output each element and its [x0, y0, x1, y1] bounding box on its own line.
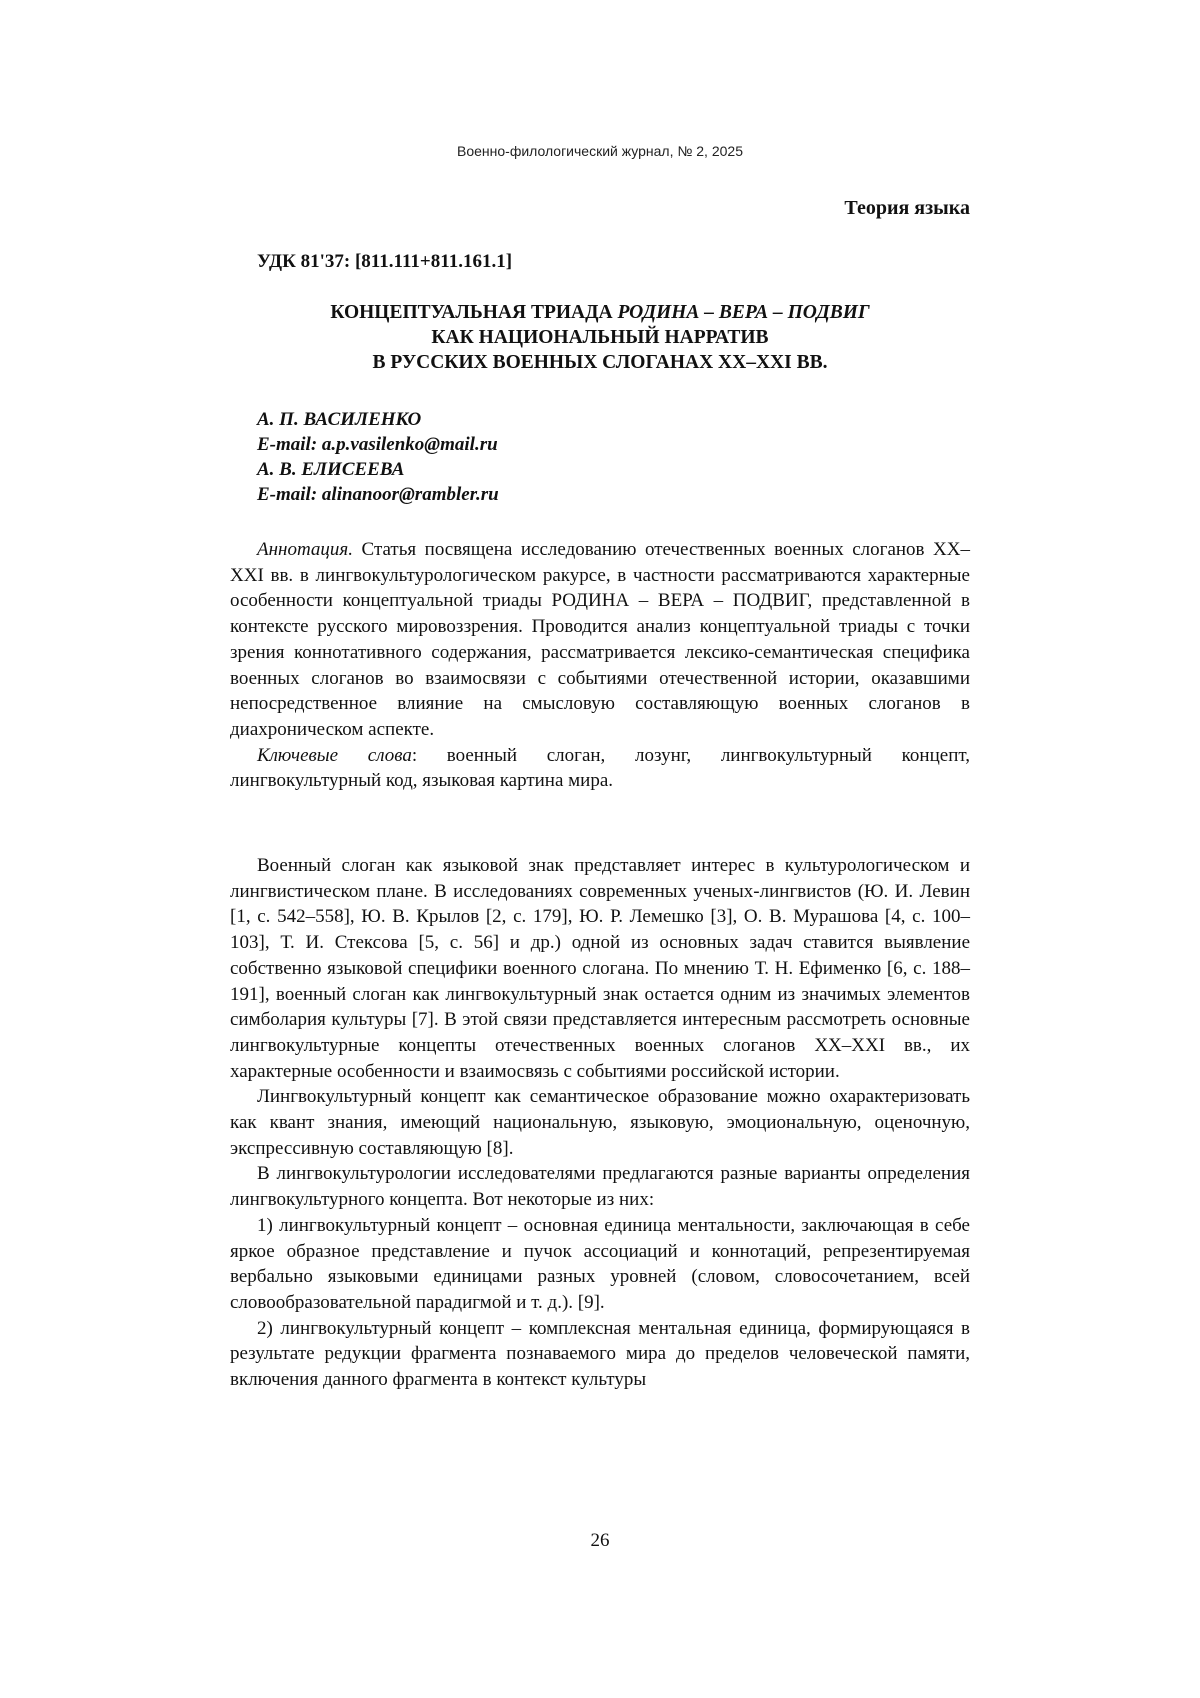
- title-line-1-start: КОНЦЕПТУАЛЬНАЯ ТРИАДА: [330, 302, 618, 323]
- author-email: E-mail: alinanoor@rambler.ru: [257, 484, 499, 505]
- article-title: [230, 300, 970, 375]
- abstract-paragraph: [230, 537, 970, 743]
- journal-running-head: Военно-филологический журнал, № 2, 2025: [457, 143, 743, 159]
- body-paragraph: Военный слоган как языковой знак представляет интерес в культурологическом и лингвистическом плане. В исследованиях современных ученых-лингвистов (Ю. И. Левин [1, с. 542–558], Ю. В. Крылов [2, с. 179], Ю. Р. Лемешко [3], О. В. Мурашова [4, с. 100–103], Т. И. Стексова [5, с. 56] и др.) одной из основных задач ставится выявление собственно языковой специфики военного слогана. По мнению Т. Н. Ефименко [6, с. 188–191], военный слоган как лингвокультурный знак остается одним из значимых элементов симболария культуры [7]. В этой связи представляется интересным рассмотреть основные лингвокультурные концепты отечественных военных слоганов XX–XXI вв., их характерные особенности и взаимосвязь с событиями российской истории.: [230, 855, 970, 1082]
- body-paragraph: 2) лингвокультурный концепт – комплексная ментальная единица, формирующаяся в результате редукции фрагмента познаваемого мира до пределов человеческой памяти, включения данного фрагмента в контекст культуры: [230, 1317, 970, 1391]
- keywords-paragraph: [230, 743, 970, 794]
- author-block: [257, 407, 499, 507]
- title-line-1: [230, 300, 970, 325]
- abstract-text: Статья посвящена исследованию отечественных военных слоганов XX–XXI вв. в лингвокультурологическом ракурсе, в частности рассматриваются характерные особенности концептуальной триады РОДИНА – ВЕРА – ПОДВИГ, представленной в контексте русского мировоззрения. Проводится анализ концептуальной триады с точки зрения коннотативного содержания, рассматривается лексико-семантическая специфика военных слоганов во взаимосвязи с событиями отечественной истории, оказавшими непосредственное влияние на смысловую составляющую военных слоганов в диахроническом аспекте.: [230, 539, 970, 740]
- abstract-block: [230, 537, 970, 794]
- udc-code: УДК 81'37: [811.111+811.161.1]: [257, 251, 513, 272]
- keywords-text: : военный слоган, лозунг, лингвокультурный концепт, лингвокультурный код, языковая картина мира.: [230, 744, 970, 792]
- section-heading: Теория языка: [844, 197, 970, 219]
- title-line-3: В РУССКИХ ВОЕННЫХ СЛОГАНАХ XX–XXI ВВ.: [372, 352, 828, 373]
- author-name: А. П. ВАСИЛЕНКО: [257, 409, 422, 430]
- page-number: 26: [590, 1530, 610, 1551]
- title-line-2: КАК НАЦИОНАЛЬНЫЙ НАРРАТИВ: [431, 327, 769, 348]
- article-body: [230, 853, 970, 1393]
- abstract-label: Аннотация.: [257, 539, 353, 560]
- body-paragraph: Лингвокультурный концепт как семантическое образование можно охарактеризовать как квант знания, имеющий национальную, языковую, эмоциональную, оценочную, экспрессивную составляющую [8].: [230, 1086, 970, 1159]
- body-paragraph: 1) лингвокультурный концепт – основная единица ментальности, заключающая в себе яркое образное представление и пучок ассоциаций и коннотаций, репрезентируемая вербально языковыми единицами разных уровней (словом, словосочетанием, всей словообразовательной парадигмой и т. д.). [9].: [230, 1214, 970, 1313]
- author-email: E-mail: a.p.vasilenko@mail.ru: [257, 434, 498, 455]
- body-paragraph: В лингвокультурологии исследователями предлагаются разные варианты определения лингвокультурного концепта. Вот некоторые из них:: [230, 1163, 970, 1211]
- title-concept-triad: РОДИНА – ВЕРА – ПОДВИГ: [617, 302, 870, 323]
- author-name: А. В. ЕЛИСЕЕВА: [257, 459, 405, 480]
- keywords-label: Ключевые слова: [257, 744, 412, 766]
